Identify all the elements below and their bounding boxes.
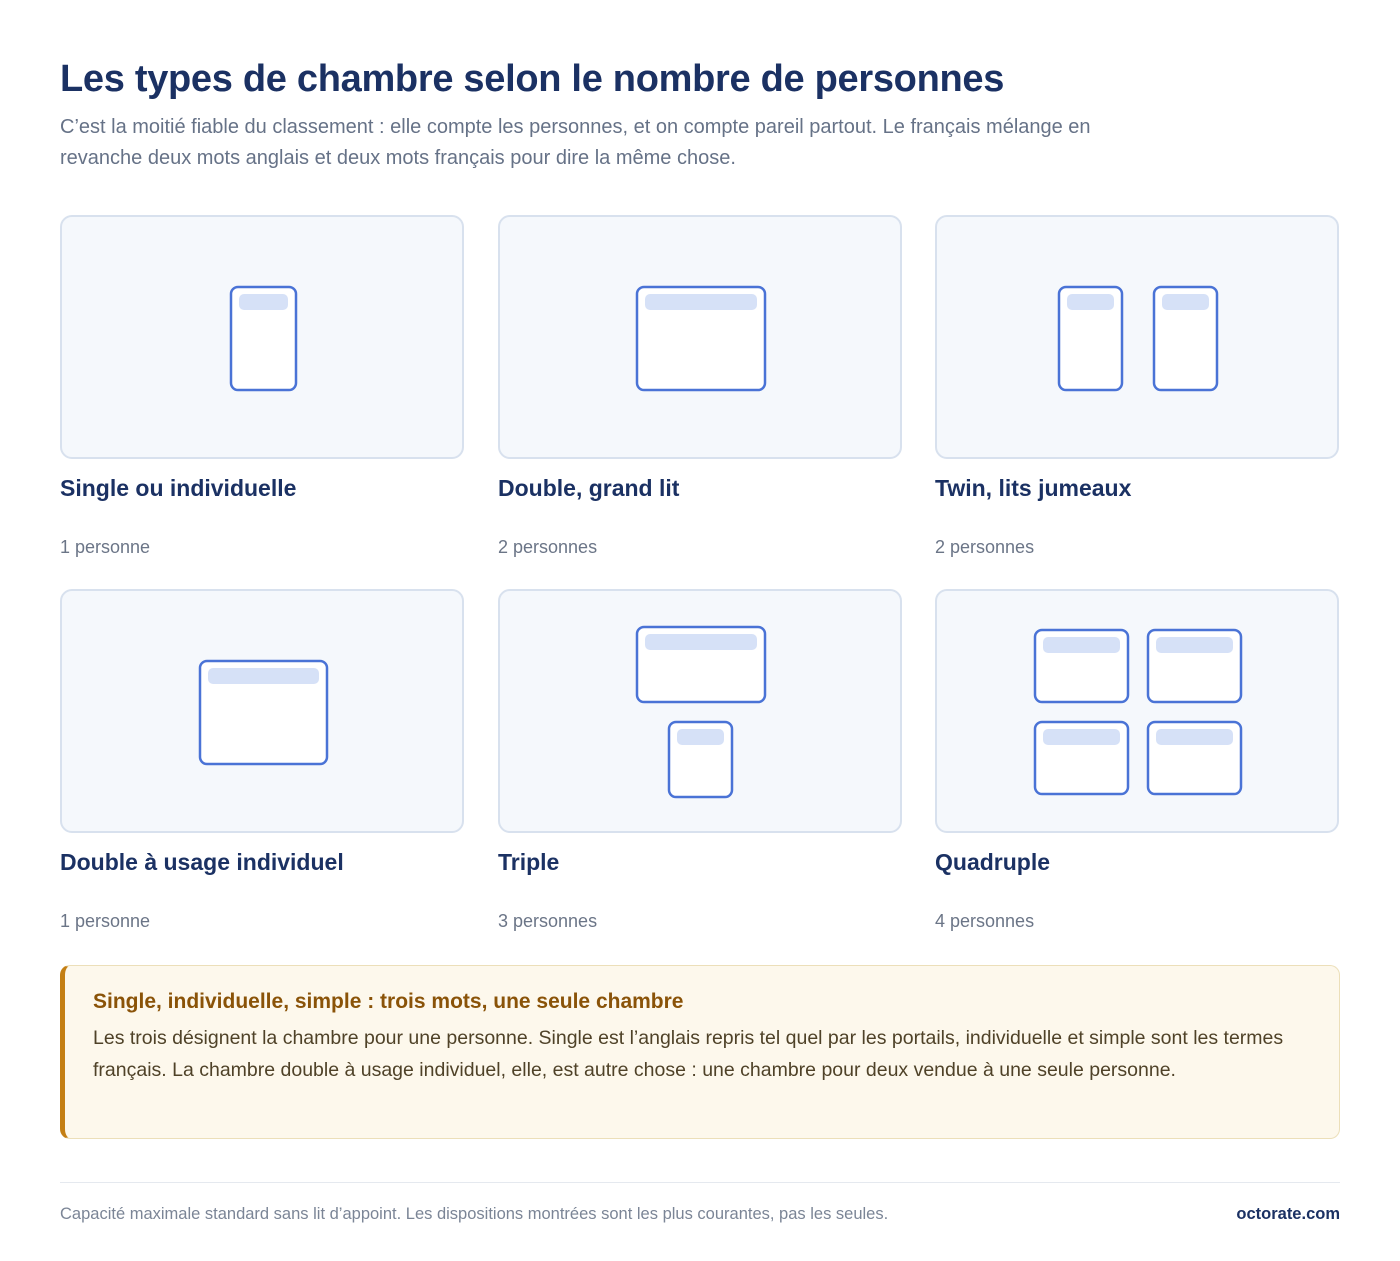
pillow	[1156, 637, 1233, 653]
page-subtitle: C’est la moitié fiable du classement : elle compte les personnes, et on compte pareil partout. Le français mélange en revanche deux mots anglais et deux mots français pour dire la même chose.	[60, 116, 1091, 169]
room-illustration	[498, 589, 902, 833]
room-illustration	[935, 589, 1339, 833]
room-capacity: 3 personnes	[498, 911, 598, 931]
room-title: Twin, lits jumeaux	[935, 475, 1132, 501]
room-title: Single ou individuelle	[60, 475, 297, 501]
page-title: Les types de chambre selon le nombre de personnes	[60, 58, 1005, 100]
room-capacity: 2 personnes	[935, 537, 1035, 557]
pillow	[1156, 729, 1233, 745]
pillow	[677, 729, 724, 745]
room-title: Quadruple	[935, 849, 1051, 875]
room-illustration	[60, 215, 464, 459]
room-capacity: 1 personne	[60, 537, 151, 557]
pillow	[208, 668, 319, 684]
room-title: Double, grand lit	[498, 475, 680, 501]
pillow	[239, 294, 288, 310]
brand-link[interactable]: octorate.com	[1236, 1205, 1340, 1223]
room-capacity: 4 personnes	[935, 911, 1035, 931]
double-bed-single-use-icon	[62, 591, 466, 835]
footer-divider	[60, 1182, 1340, 1183]
pillow	[1067, 294, 1114, 310]
room-capacity: 1 personne	[60, 911, 151, 931]
single-bed-icon	[62, 217, 466, 461]
room-illustration	[498, 215, 902, 459]
room-capacity: 2 personnes	[498, 537, 598, 557]
pillow	[645, 294, 757, 310]
triple-beds-icon	[500, 591, 904, 835]
room-illustration	[935, 215, 1339, 459]
twin-beds-icon	[937, 217, 1341, 461]
pillow	[645, 634, 757, 650]
pillow	[1043, 729, 1120, 745]
room-title: Double à usage individuel	[60, 849, 344, 875]
terminology-callout	[60, 965, 1340, 1139]
callout-title: Single, individuelle, simple : trois mots, une seule chambre	[93, 990, 684, 1013]
room-illustration	[60, 589, 464, 833]
room-title: Triple	[498, 849, 560, 875]
quadruple-beds-icon	[937, 591, 1341, 835]
double-bed-icon	[500, 217, 904, 461]
pillow	[1043, 637, 1120, 653]
pillow	[1162, 294, 1209, 310]
callout-body: Les trois désignent la chambre pour une personne. Single est l’anglais repris tel quel par les portails, individuelle et simple sont les termes français. La chambre double à usage individuel, elle, est autre chose : une chambre pour deux vendue à une seule personne.	[93, 1027, 1284, 1081]
footer-note: Capacité maximale standard sans lit d’appoint. Les dispositions montrées sont les plus courantes, pas les seules.	[60, 1205, 889, 1223]
